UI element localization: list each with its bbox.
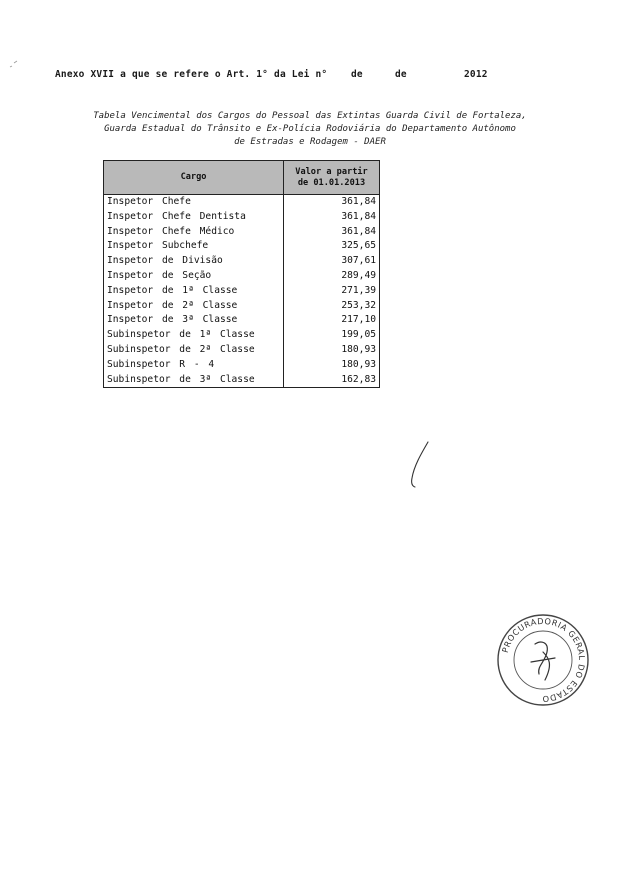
table-header-row	[104, 161, 380, 195]
valor-cell: 180,93	[284, 358, 380, 373]
valor-cell: 271,39	[284, 284, 380, 299]
valor-cell: 289,49	[284, 269, 380, 284]
cargo-cell: Inspetor de 3ª Classe	[104, 313, 284, 328]
table-row	[104, 195, 380, 210]
valor-cell: 307,61	[284, 254, 380, 269]
cargo-cell: Inspetor de 1ª Classe	[104, 284, 284, 299]
salary-table	[103, 160, 380, 388]
table-row	[104, 373, 380, 388]
valor-cell: 361,84	[284, 195, 380, 210]
valor-cell: 162,83	[284, 373, 380, 388]
cargo-cell: Inspetor Chefe Dentista	[104, 210, 284, 225]
table-row	[104, 343, 380, 358]
annex-date-de-2: de	[395, 69, 407, 80]
table-row	[104, 210, 380, 225]
table-row	[104, 284, 380, 299]
table-row	[104, 358, 380, 373]
cargo-cell: Subinspetor de 3ª Classe	[104, 373, 284, 388]
table-caption	[70, 110, 550, 149]
valor-cell: 253,32	[284, 299, 380, 314]
table-row	[104, 239, 380, 254]
valor-cell: 217,10	[284, 313, 380, 328]
scan-mark	[0, 55, 30, 75]
valor-cell: 361,84	[284, 225, 380, 240]
valor-cell: 325,65	[284, 239, 380, 254]
cargo-cell: Inspetor de Divisão	[104, 254, 284, 269]
cargo-cell: Subinspetor de 2ª Classe	[104, 343, 284, 358]
annex-year: 2012	[464, 69, 488, 80]
cargo-cell: Inspetor Chefe	[104, 195, 284, 210]
table-row	[104, 269, 380, 284]
caption-line: Tabela Vencimental dos Cargos do Pessoal das Extintas Guarda Civil de Fortaleza,	[93, 111, 527, 121]
table-row	[104, 225, 380, 240]
valor-cell: 199,05	[284, 328, 380, 343]
table-row	[104, 313, 380, 328]
official-stamp	[495, 612, 591, 708]
stamp-text: PROCURADORIA GERAL DO ESTADO	[499, 615, 588, 705]
valor-cell: 361,84	[284, 210, 380, 225]
table-row	[104, 328, 380, 343]
annex-title: Anexo XVII a que se refere o Art. 1° da Lei n°	[55, 69, 328, 80]
caption-line: de Estradas e Rodagem - DAER	[234, 137, 386, 147]
header-cargo: Cargo	[104, 161, 284, 195]
annex-date-de-1: de	[351, 69, 363, 80]
cargo-cell: Inspetor Subchefe	[104, 239, 284, 254]
header-valor: Valor a partir de 01.01.2013	[284, 161, 380, 195]
cargo-cell: Subinspetor de 1ª Classe	[104, 328, 284, 343]
cargo-cell: Inspetor de Seção	[104, 269, 284, 284]
pen-stroke	[405, 440, 435, 492]
cargo-cell: Subinspetor R - 4	[104, 358, 284, 373]
cargo-cell: Inspetor Chefe Médico	[104, 225, 284, 240]
table-row	[104, 254, 380, 269]
caption-line: Guarda Estadual do Trânsito e Ex-Polícia Rodoviária do Departamento Autônomo	[104, 124, 516, 134]
valor-cell: 180,93	[284, 343, 380, 358]
table-row	[104, 299, 380, 314]
cargo-cell: Inspetor de 2ª Classe	[104, 299, 284, 314]
